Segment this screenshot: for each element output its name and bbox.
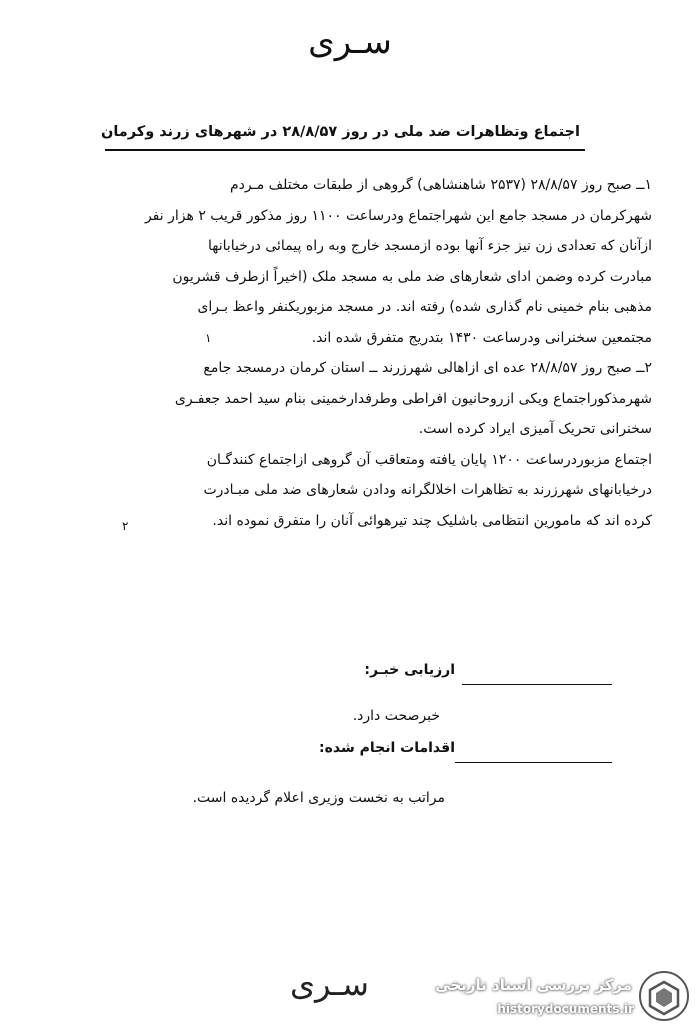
footnote-marker: ۱ bbox=[205, 331, 212, 345]
body-line: درخیابانهای شهرزرند به تظاهرات اخلالگرانه ودادن شعارهای ضد ملی مبـادرت bbox=[203, 482, 652, 498]
watermark-text: مرکز بررسی اسناد تاریخی bbox=[435, 976, 632, 994]
body-line: ۲ــ صبح روز ۲۸/۸/۵۷ عده ای ازاهالی شهرزرند ــ استان کرمان درمسجد جامع bbox=[203, 360, 652, 376]
evaluation-label: ارزیابی خبـر: bbox=[364, 662, 455, 678]
actions-value: مراتب به نخست وزیری اعلام گردیده است. bbox=[192, 790, 445, 806]
document-title: اجتماع وتظاهرات ضد ملى در روز ۲۸/۸/۵۷ در شهرهای زرند وکرمان bbox=[100, 124, 580, 140]
classification-footer: سـرى bbox=[290, 965, 369, 1003]
footnote-marker: ۲ bbox=[122, 519, 129, 533]
body-line: ازآنان که تعدادی زن نیز جزء آنها بوده ازمسجد خارج وبه راه پیمائی درخیابانها bbox=[208, 238, 652, 254]
evaluation-value: خبرصحت دارد. bbox=[352, 708, 440, 724]
document-body bbox=[42, 170, 652, 536]
body-line: مجتمعین سخنرانی ودرساعت ۱۴۳۰ بتدریج متفرق شده اند. bbox=[311, 329, 652, 346]
watermark-url: historydocuments.ir bbox=[497, 1002, 634, 1016]
body-line: شهرمذکوراجتماع ویکی ازروحانیون افراطی وطرفدارخمینی بنام سید احمد جعفـری bbox=[174, 390, 652, 407]
body-line: مبادرت کرده وضمن ادای شعارهای ضد ملی به مسجد ملک (اخیراً ازطرف قشریون bbox=[172, 268, 652, 285]
body-line: اجتماع مزبوردرساعت ۱۲۰۰ پایان یافته ومتعاقب آن گروهی ازاجتماع کنندگـان bbox=[206, 451, 652, 468]
title-underline bbox=[105, 149, 585, 151]
archive-logo-icon bbox=[636, 968, 692, 1024]
body-line: ۱ــ صبح روز ۲۸/۸/۵۷ (۲۵۳۷ شاهنشاهی) گروهی از طبقات مختلف مـردم bbox=[230, 177, 652, 193]
body-line: کرده اند که مامورین انتظامی باشلیک چند تیرهوائی آنان را متفرق نموده اند. bbox=[212, 512, 652, 529]
evaluation-underline bbox=[462, 684, 612, 685]
actions-label: اقدامات انجام شده: bbox=[319, 740, 455, 756]
body-line: شهرکرمان در مسجد جامع این شهراجتماع ودرساعت ۱۱۰۰ روز مذکور قریب ۲ هزار نفر bbox=[144, 207, 652, 224]
body-line: سخنرانی تحریک آمیزی ایراد کرده است. bbox=[418, 421, 652, 437]
actions-underline bbox=[455, 762, 612, 763]
watermark bbox=[410, 962, 700, 1032]
classification-header: سـرى bbox=[308, 22, 392, 62]
body-line: مذهبی بنام خمینی نام گذاری شده) رفته اند. در مسجد مزبوریکنفر واعظ بـرای bbox=[197, 299, 652, 315]
